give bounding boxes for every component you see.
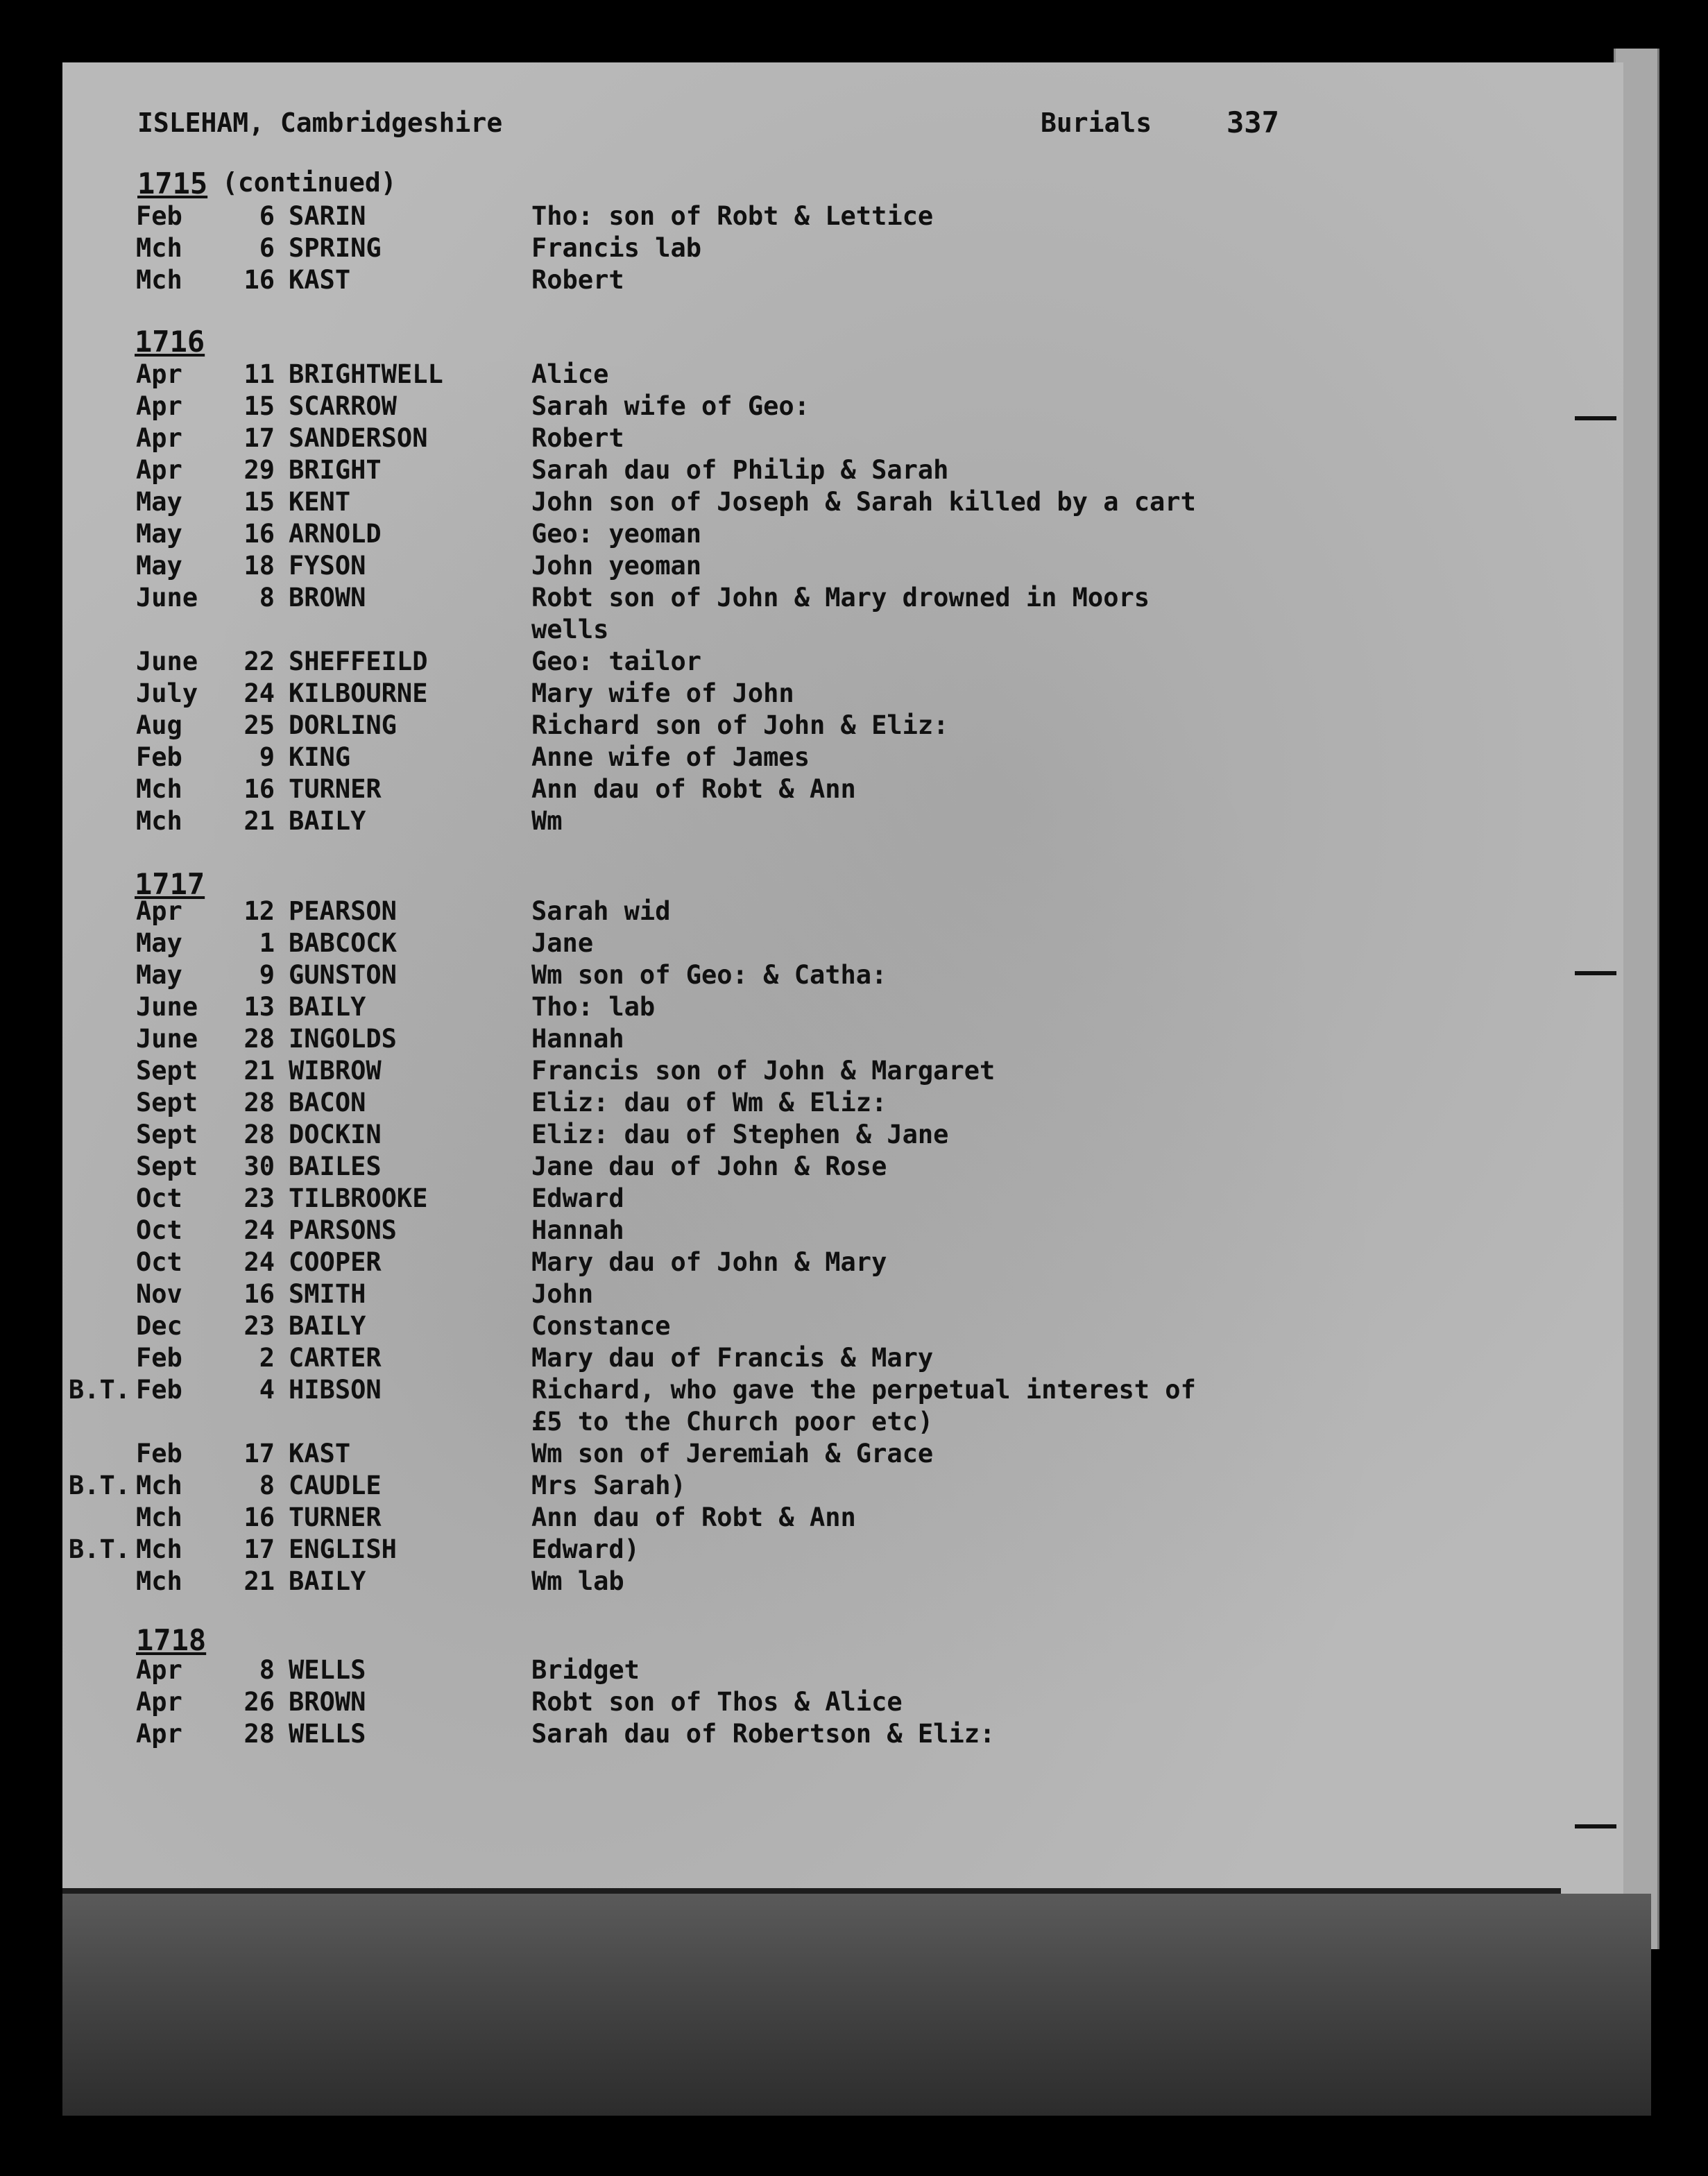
entry-month: Mch [136,1502,182,1532]
entry-surname: SARIN [289,201,366,231]
entry-month: Sept [136,1088,198,1117]
entry-month: Feb [136,1343,182,1373]
entry-detail: Sarah wife of Geo: [531,391,810,421]
entry-surname: BABCOCK [289,928,397,958]
entry-detail: Edward) [531,1534,640,1564]
entry-day: 12 [244,896,275,926]
header-register: Burials [1041,108,1152,138]
entry-surname: GUNSTON [289,960,397,990]
entry-month: Apr [136,359,182,389]
entry-month: Aug [136,710,182,740]
entry-month: Sept [136,1056,198,1086]
year-heading-suffix: (continued) [222,167,397,198]
entry-detail: Hannah [531,1215,624,1245]
entry-day: 18 [244,551,275,581]
entry-surname: WELLS [289,1719,366,1749]
entry-day: 17 [244,423,275,453]
entry-surname: SANDERSON [289,423,428,453]
entry-month: Apr [136,896,182,926]
entry-day: 16 [244,265,275,295]
entry-month: June [136,1024,198,1054]
entry-surname: WELLS [289,1655,366,1685]
entry-day: 9 [259,960,275,990]
entry-day: 23 [244,1183,275,1213]
entry-mark: B.T. [68,1375,130,1405]
entry-surname: SMITH [289,1279,366,1309]
entry-day: 6 [259,201,275,231]
entry-day: 24 [244,1215,275,1245]
entry-month: Sept [136,1151,198,1181]
entry-day: 29 [244,455,275,485]
entry-detail: John [531,1279,594,1309]
page-bottom-edge [62,1888,1561,1894]
entry-month: Nov [136,1279,182,1309]
entry-detail: Ann dau of Robt & Ann [531,774,856,804]
entry-day: 23 [244,1311,275,1341]
entry-month: Feb [136,201,182,231]
entry-surname: SCARROW [289,391,397,421]
entry-detail: Anne wife of James [531,742,810,772]
entry-day: 16 [244,1279,275,1309]
entry-month: May [136,487,182,517]
entry-detail: Edward [531,1183,624,1213]
entry-detail: Wm son of Geo: & Catha: [531,960,887,990]
entry-surname: BRIGHTWELL [289,359,443,389]
entry-surname: SPRING [289,233,382,263]
entry-month: May [136,928,182,958]
entry-day: 16 [244,774,275,804]
entry-day: 21 [244,1566,275,1596]
entry-detail: Eliz: dau of Wm & Eliz: [531,1088,887,1117]
year-heading: 1715 [137,166,208,200]
entry-detail: Jane [531,928,594,958]
entry-day: 21 [244,1056,275,1086]
entry-surname: KING [289,742,351,772]
entry-month: Mch [136,1534,182,1564]
entry-detail: Robert [531,423,624,453]
entry-detail: Mary wife of John [531,678,794,708]
entry-day: 4 [259,1375,275,1405]
entry-detail-continued: wells [531,615,609,644]
entry-detail: Bridget [531,1655,640,1685]
entry-month: Sept [136,1120,198,1149]
entry-surname: BROWN [289,1687,366,1717]
entry-month: Apr [136,423,182,453]
entry-detail: Ann dau of Robt & Ann [531,1502,856,1532]
page-number: 337 [1227,105,1279,139]
entry-day: 28 [244,1024,275,1054]
entry-month: Feb [136,1375,182,1405]
entry-day: 28 [244,1120,275,1149]
entry-month: May [136,960,182,990]
entry-detail: Richard son of John & Eliz: [531,710,949,740]
entry-day: 17 [244,1439,275,1468]
entry-day: 24 [244,678,275,708]
entry-surname: COOPER [289,1247,382,1277]
entry-detail: John yeoman [531,551,702,581]
entry-day: 13 [244,992,275,1022]
entry-month: May [136,551,182,581]
edge-tab [1575,416,1616,420]
entry-surname: ENGLISH [289,1534,397,1564]
entry-surname: BROWN [289,583,366,612]
entry-day: 30 [244,1151,275,1181]
entry-surname: CARTER [289,1343,382,1373]
year-heading: 1716 [135,325,205,359]
entry-surname: HIBSON [289,1375,382,1405]
entry-month: Oct [136,1215,182,1245]
year-heading: 1718 [136,1623,207,1657]
entry-day: 28 [244,1719,275,1749]
edge-tab [1575,971,1616,975]
entry-day: 28 [244,1088,275,1117]
entry-day: 22 [244,646,275,676]
entry-detail: Robert [531,265,624,295]
entry-month: Oct [136,1247,182,1277]
entry-day: 21 [244,806,275,836]
entry-surname: KAST [289,265,351,295]
header-place: ISLEHAM, Cambridgeshire [137,108,503,138]
entry-detail: Alice [531,359,609,389]
entry-detail: Tho: son of Robt & Lettice [531,201,934,231]
entry-detail: Geo: yeoman [531,519,702,549]
entry-surname: DOCKIN [289,1120,382,1149]
entry-detail: Francis son of John & Margaret [531,1056,996,1086]
entry-month: June [136,583,198,612]
entry-detail: Mrs Sarah) [531,1471,686,1500]
entry-surname: DORLING [289,710,397,740]
entry-surname: CAUDLE [289,1471,382,1500]
entry-detail: Geo: tailor [531,646,702,676]
entry-month: Mch [136,1471,182,1500]
entry-day: 6 [259,233,275,263]
entry-month: Mch [136,806,182,836]
entry-month: Apr [136,455,182,485]
entry-surname: SHEFFEILD [289,646,428,676]
entry-detail: Sarah wid [531,896,671,926]
entry-day: 8 [259,1471,275,1500]
entry-surname: BACON [289,1088,366,1117]
entry-detail-continued: £5 to the Church poor etc) [531,1407,934,1437]
entry-surname: BAILY [289,992,366,1022]
entry-surname: BAILES [289,1151,382,1181]
entry-detail: Constance [531,1311,671,1341]
entry-day: 26 [244,1687,275,1717]
entry-day: 15 [244,391,275,421]
entry-month: Apr [136,1719,182,1749]
entry-detail: Wm son of Jeremiah & Grace [531,1439,934,1468]
entry-surname: INGOLDS [289,1024,397,1054]
entry-month: Dec [136,1311,182,1341]
entry-month: Feb [136,742,182,772]
entry-detail: Jane dau of John & Rose [531,1151,887,1181]
entry-month: July [136,678,198,708]
entry-detail: Sarah dau of Philip & Sarah [531,455,949,485]
entry-day: 24 [244,1247,275,1277]
entry-surname: PARSONS [289,1215,397,1245]
entry-surname: BAILY [289,806,366,836]
entry-month: Mch [136,774,182,804]
entry-month: Feb [136,1439,182,1468]
entry-day: 16 [244,519,275,549]
entry-detail: John son of Joseph & Sarah killed by a cart [531,487,1196,517]
entry-surname: KENT [289,487,351,517]
entry-detail: Eliz: dau of Stephen & Jane [531,1120,949,1149]
entry-day: 25 [244,710,275,740]
entry-surname: KAST [289,1439,351,1468]
entry-mark: B.T. [68,1534,130,1564]
entry-surname: TILBROOKE [289,1183,428,1213]
entry-month: Apr [136,391,182,421]
entry-surname: TURNER [289,1502,382,1532]
entry-month: Mch [136,265,182,295]
entry-surname: BRIGHT [289,455,382,485]
entry-surname: PEARSON [289,896,397,926]
entry-day: 15 [244,487,275,517]
entry-detail: Robt son of Thos & Alice [531,1687,903,1717]
entry-day: 16 [244,1502,275,1532]
entry-detail: Tho: lab [531,992,656,1022]
entry-month: Apr [136,1687,182,1717]
entry-day: 2 [259,1343,275,1373]
entry-day: 9 [259,742,275,772]
entry-surname: KILBOURNE [289,678,428,708]
entry-day: 17 [244,1534,275,1564]
entry-day: 8 [259,1655,275,1685]
entry-month: Oct [136,1183,182,1213]
year-heading: 1717 [135,867,205,901]
entry-detail: Hannah [531,1024,624,1054]
entry-detail: Francis lab [531,233,702,263]
entry-day: 11 [244,359,275,389]
entry-month: Mch [136,233,182,263]
entry-detail: Sarah dau of Robertson & Eliz: [531,1719,996,1749]
entry-month: Apr [136,1655,182,1685]
entry-surname: BAILY [289,1311,366,1341]
entry-detail: Robt son of John & Mary drowned in Moors [531,583,1150,612]
entry-month: June [136,646,198,676]
entry-day: 1 [259,928,275,958]
entry-surname: FYSON [289,551,366,581]
entry-day: 8 [259,583,275,612]
entry-month: May [136,519,182,549]
entry-detail: Richard, who gave the perpetual interest of [531,1375,1196,1405]
scanner-background [62,1894,1651,2116]
entry-surname: WIBROW [289,1056,382,1086]
entry-surname: BAILY [289,1566,366,1596]
entry-detail: Mary dau of Francis & Mary [531,1343,934,1373]
entry-mark: B.T. [68,1471,130,1500]
entry-surname: TURNER [289,774,382,804]
edge-tab [1575,1824,1616,1828]
entry-detail: Wm lab [531,1566,624,1596]
entry-surname: ARNOLD [289,519,382,549]
entry-month: June [136,992,198,1022]
entry-month: Mch [136,1566,182,1596]
entry-detail: Wm [531,806,563,836]
entry-detail: Mary dau of John & Mary [531,1247,887,1277]
